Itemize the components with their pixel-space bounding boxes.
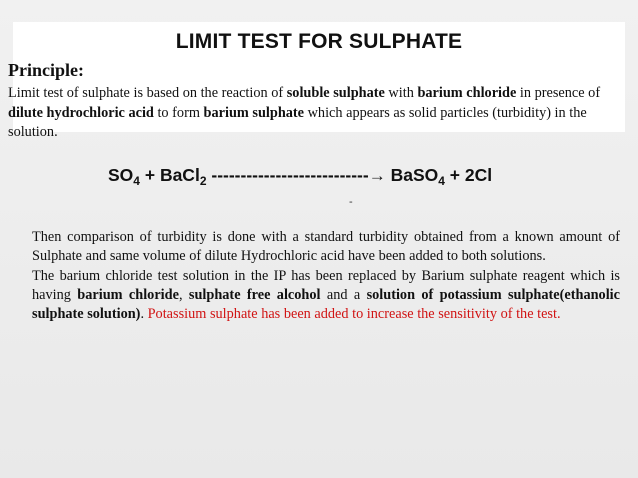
equation-plus-2: + (444, 165, 465, 185)
principle-seg-1: soluble sulphate (286, 85, 385, 101)
reagent-seg-2: , (178, 286, 189, 303)
slide-title: LIMIT TEST FOR SULPHATE (175, 30, 463, 53)
chemical-equation (108, 165, 492, 186)
reactant-bacl2-subscript: 2 (199, 174, 207, 188)
body-text (32, 228, 620, 324)
principle-seg-2: with (384, 85, 418, 101)
reactant-bacl2: BaCl (159, 165, 200, 185)
arrow-right-icon: → (368, 166, 386, 185)
reagent-seg-1: barium chloride (77, 286, 179, 303)
product-baso4: BaSO (385, 165, 439, 185)
principle-seg-3: barium chloride (417, 85, 517, 101)
reagent-seg-6: . (140, 306, 148, 323)
principle-heading: Principle: (8, 60, 84, 80)
principle-seg-5: dilute hydrochloric acid (8, 104, 154, 121)
principle-seg-6: to form (153, 104, 204, 121)
reagent-seg-0: The barium chloride test solution in the IP has been replaced by Barium sulphate reagent which is having (32, 267, 620, 303)
equation-plus-1: + (139, 165, 160, 185)
principle-text (8, 84, 623, 143)
principle-seg-8: which appears as solid particles (turbidity) in the solution. (8, 104, 587, 140)
principle-seg-4: in presence of (516, 85, 601, 101)
reactant-so4: SO (108, 165, 134, 185)
reagent-seg-5: solution of potassium sulphate(ethanolic sulphate solution) (32, 286, 620, 323)
reagent-seg-4: and a (320, 286, 367, 303)
product-baso4-subscript: 4 (438, 174, 445, 188)
equation-dashes: --------------------------- (206, 165, 369, 185)
principle-seg-0: Limit test of sulphate is based on the reaction of (8, 85, 287, 101)
reactant-so4-subscript: 4 (133, 174, 140, 188)
reagent-seg-3: sulphate free alcohol (188, 286, 321, 303)
product-2cl: 2Cl (464, 165, 493, 185)
paragraph-reagent (32, 267, 620, 325)
paragraph-comparison: Then comparison of turbidity is done with a standard turbidity obtained from a known amount of Sulphate and same volume of dilute Hydrochloric acid have been added to both solutions. (32, 229, 620, 265)
reagent-highlight-red: Potassium sulphate has been added to increase the sensitivity of the test. (147, 306, 561, 323)
principle-seg-7: barium sulphate (203, 104, 305, 121)
stray-mark: - (349, 196, 353, 208)
